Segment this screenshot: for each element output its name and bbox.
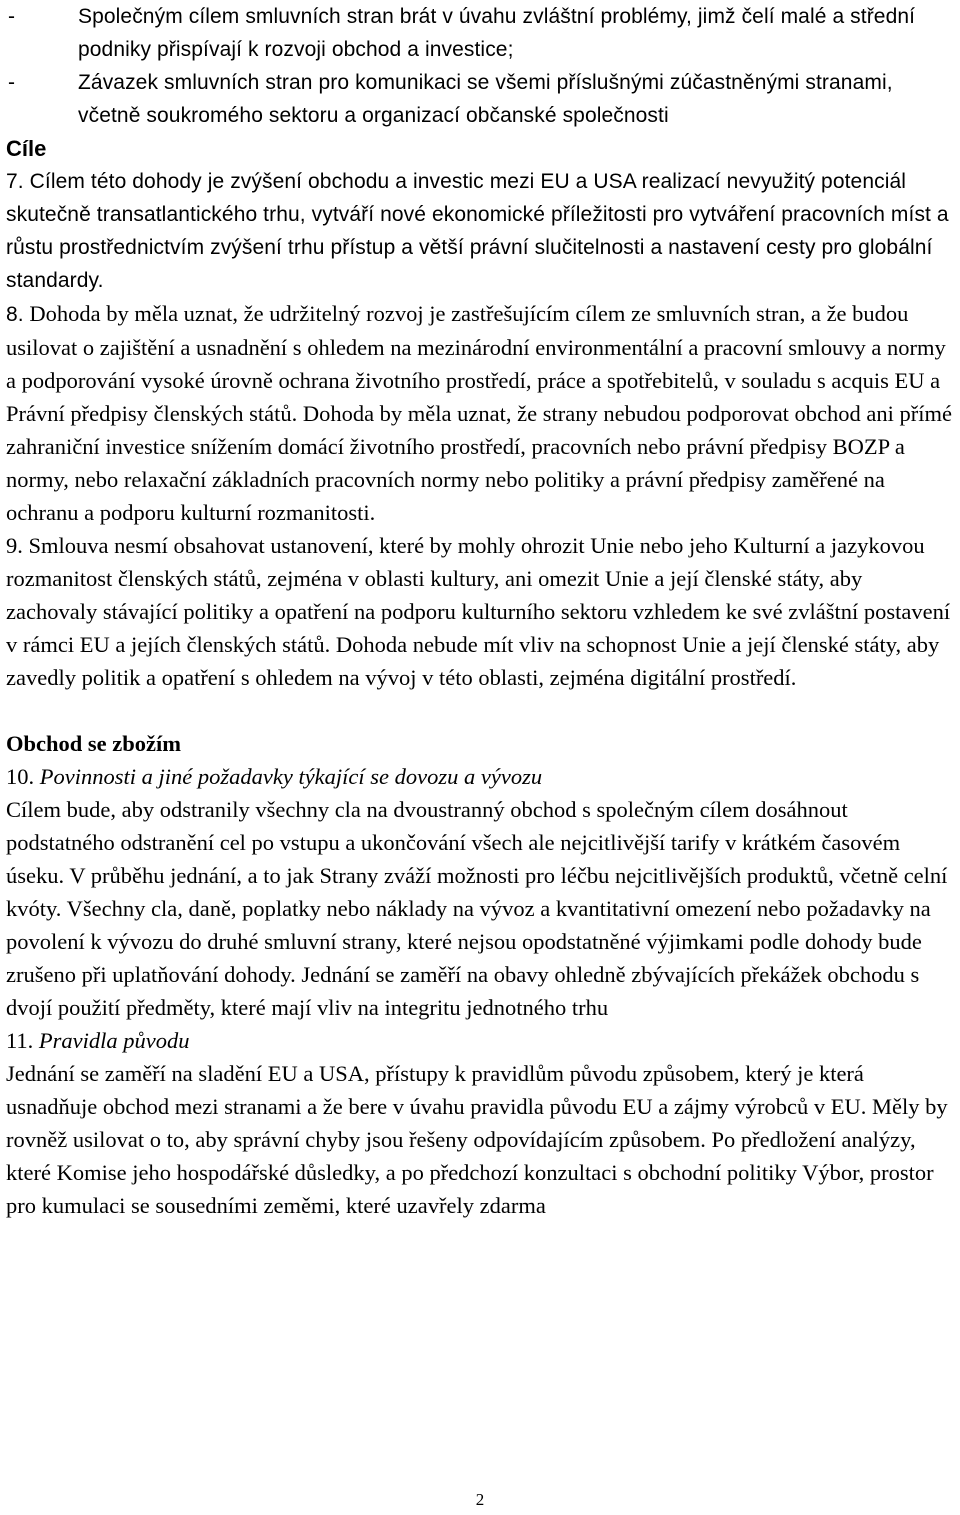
bullet-dash: -	[8, 71, 16, 94]
paragraph-8-text: Dohoda by měla uznat, že udržitelný rozvoj je zastřešujícím cílem ze smluvních stran, a že budou usilovat o zajištění a usnadnění s ohledem na mezinárodní environmentální a pracovní smlouvy a normy a podporování vysoké úrovně ochrana životního prostředí, práce a spotřebitelů, v souladu s acquis EU a Právní předpisy členských států. Dohoda by měla uznat, že strany nebudou podporovat obchod ani přímé zahraniční investice snížením domácí životního prostředí, pracovních nebo právní předpisy BOZP a normy, nebo relaxační základních pracovních normy nebo politiky a právní předpisy zaměřené na ochranu a podporu kulturní rozmanitosti.	[6, 301, 953, 525]
item-10-text: Cílem bude, aby odstranily všechny cla na dvoustranný obchod s společným cílem dosáhnout podstatného odstranění cel po vstupu a ukončování všech ale nejcitlivější tarify v krátkém časovém úseku. V průběhu jednání, a to jak Strany zváží možnosti pro léčbu nejcitlivějších produktů, včetně celní kvóty. Všechny cla, daně, poplatky nebo náklady na vývoz a kvantitativní omezení nebo požadavky na povolení k vývozu do druhé smluvní strany, které nejsou opodstatněné výjimkami podle dohody bude zrušeno při uplatňování dohody. Jednání se zaměří na obavy ohledně zbývajících překážek obchodu s dvojí použití předměty, které mají vliv na integritu jednotného trhu	[6, 797, 948, 1020]
item-10-title-line	[6, 760, 956, 793]
section-heading-cile: Cíle	[6, 136, 47, 161]
page-number: 2	[475, 1490, 485, 1509]
item-11-text: Jednání se zaměří na sladění EU a USA, přístupy k pravidlům původu způsobem, který je která usnadňuje obchod mezi stranami a že bere v úvahu pravidla původu EU a zájmy výrobců v EU. Měly by rovněž usilovat o to, aby správní chyby jsou řešeny odpovídajícím způsobem. Po předložení analýzy, které Komise jeho hospodářské důsledky, a po předchozí konzultaci s obchodní politiky Výbor, prostor pro kumulaci se sousedními zeměmi, které uzavřely zdarma	[6, 1061, 948, 1218]
bullet-text: Společným cílem smluvních stran brát v úvahu zvláštní problémy, jimž čelí malé a střední podniky přispívají k rozvoji obchod a investice;	[78, 5, 916, 61]
paragraph-8	[6, 297, 956, 529]
paragraph-9: 9. Smlouva nesmí obsahovat ustanovení, které by mohly ohrozit Unie nebo jeho Kulturní a jazykovou rozmanitost členských států, zejména v oblasti kultury, ani omezit Unie a její členské státy, aby zachovaly stávající politiky a opatření na podporu kulturního sektoru vzhledem ke své zvláštní postavení v rámci EU a jejích členských států. Dohoda nebude mít vliv na schopnost Unie a její členské státy, aby zavedly politik a opatření s ohledem na vývoj v této oblasti, zejména digitální prostředí.	[6, 533, 951, 690]
item-11-title-line	[6, 1024, 956, 1057]
paragraph-7: 7. Cílem této dohody je zvýšení obchodu a investic mezi EU a USA realizací nevyužitý potenciál skutečně transatlantického trhu, vytváří nové ekonomické příležitosti pro vytváření pracovních míst a růstu prostřednictvím zvýšení trhu přístup a větší právní slučitelnosti a nastavení cesty pro globální standardy.	[6, 170, 949, 292]
section-heading-obchod-se-zbozim: Obchod se zbožím	[6, 731, 182, 756]
bullet-item-sme	[6, 0, 956, 66]
item-10-title: Povinnosti a jiné požadavky týkající se dovozu a vývozu	[39, 764, 543, 789]
item-10-number: 10.	[6, 764, 35, 789]
paragraph-8-number: 8.	[6, 303, 24, 326]
item-11-title: Pravidla původu	[38, 1028, 190, 1053]
item-11-number: 11.	[6, 1028, 34, 1053]
paragraph-spacer	[6, 694, 956, 727]
bullet-dash: -	[8, 5, 16, 28]
bullet-text: Závazek smluvních stran pro komunikaci se všemi příslušnými zúčastněnými stranami, včetně soukromého sektoru a organizací občanské společnosti	[78, 71, 893, 127]
bullet-item-stakeholders	[6, 66, 956, 132]
document-body	[6, 0, 956, 1222]
